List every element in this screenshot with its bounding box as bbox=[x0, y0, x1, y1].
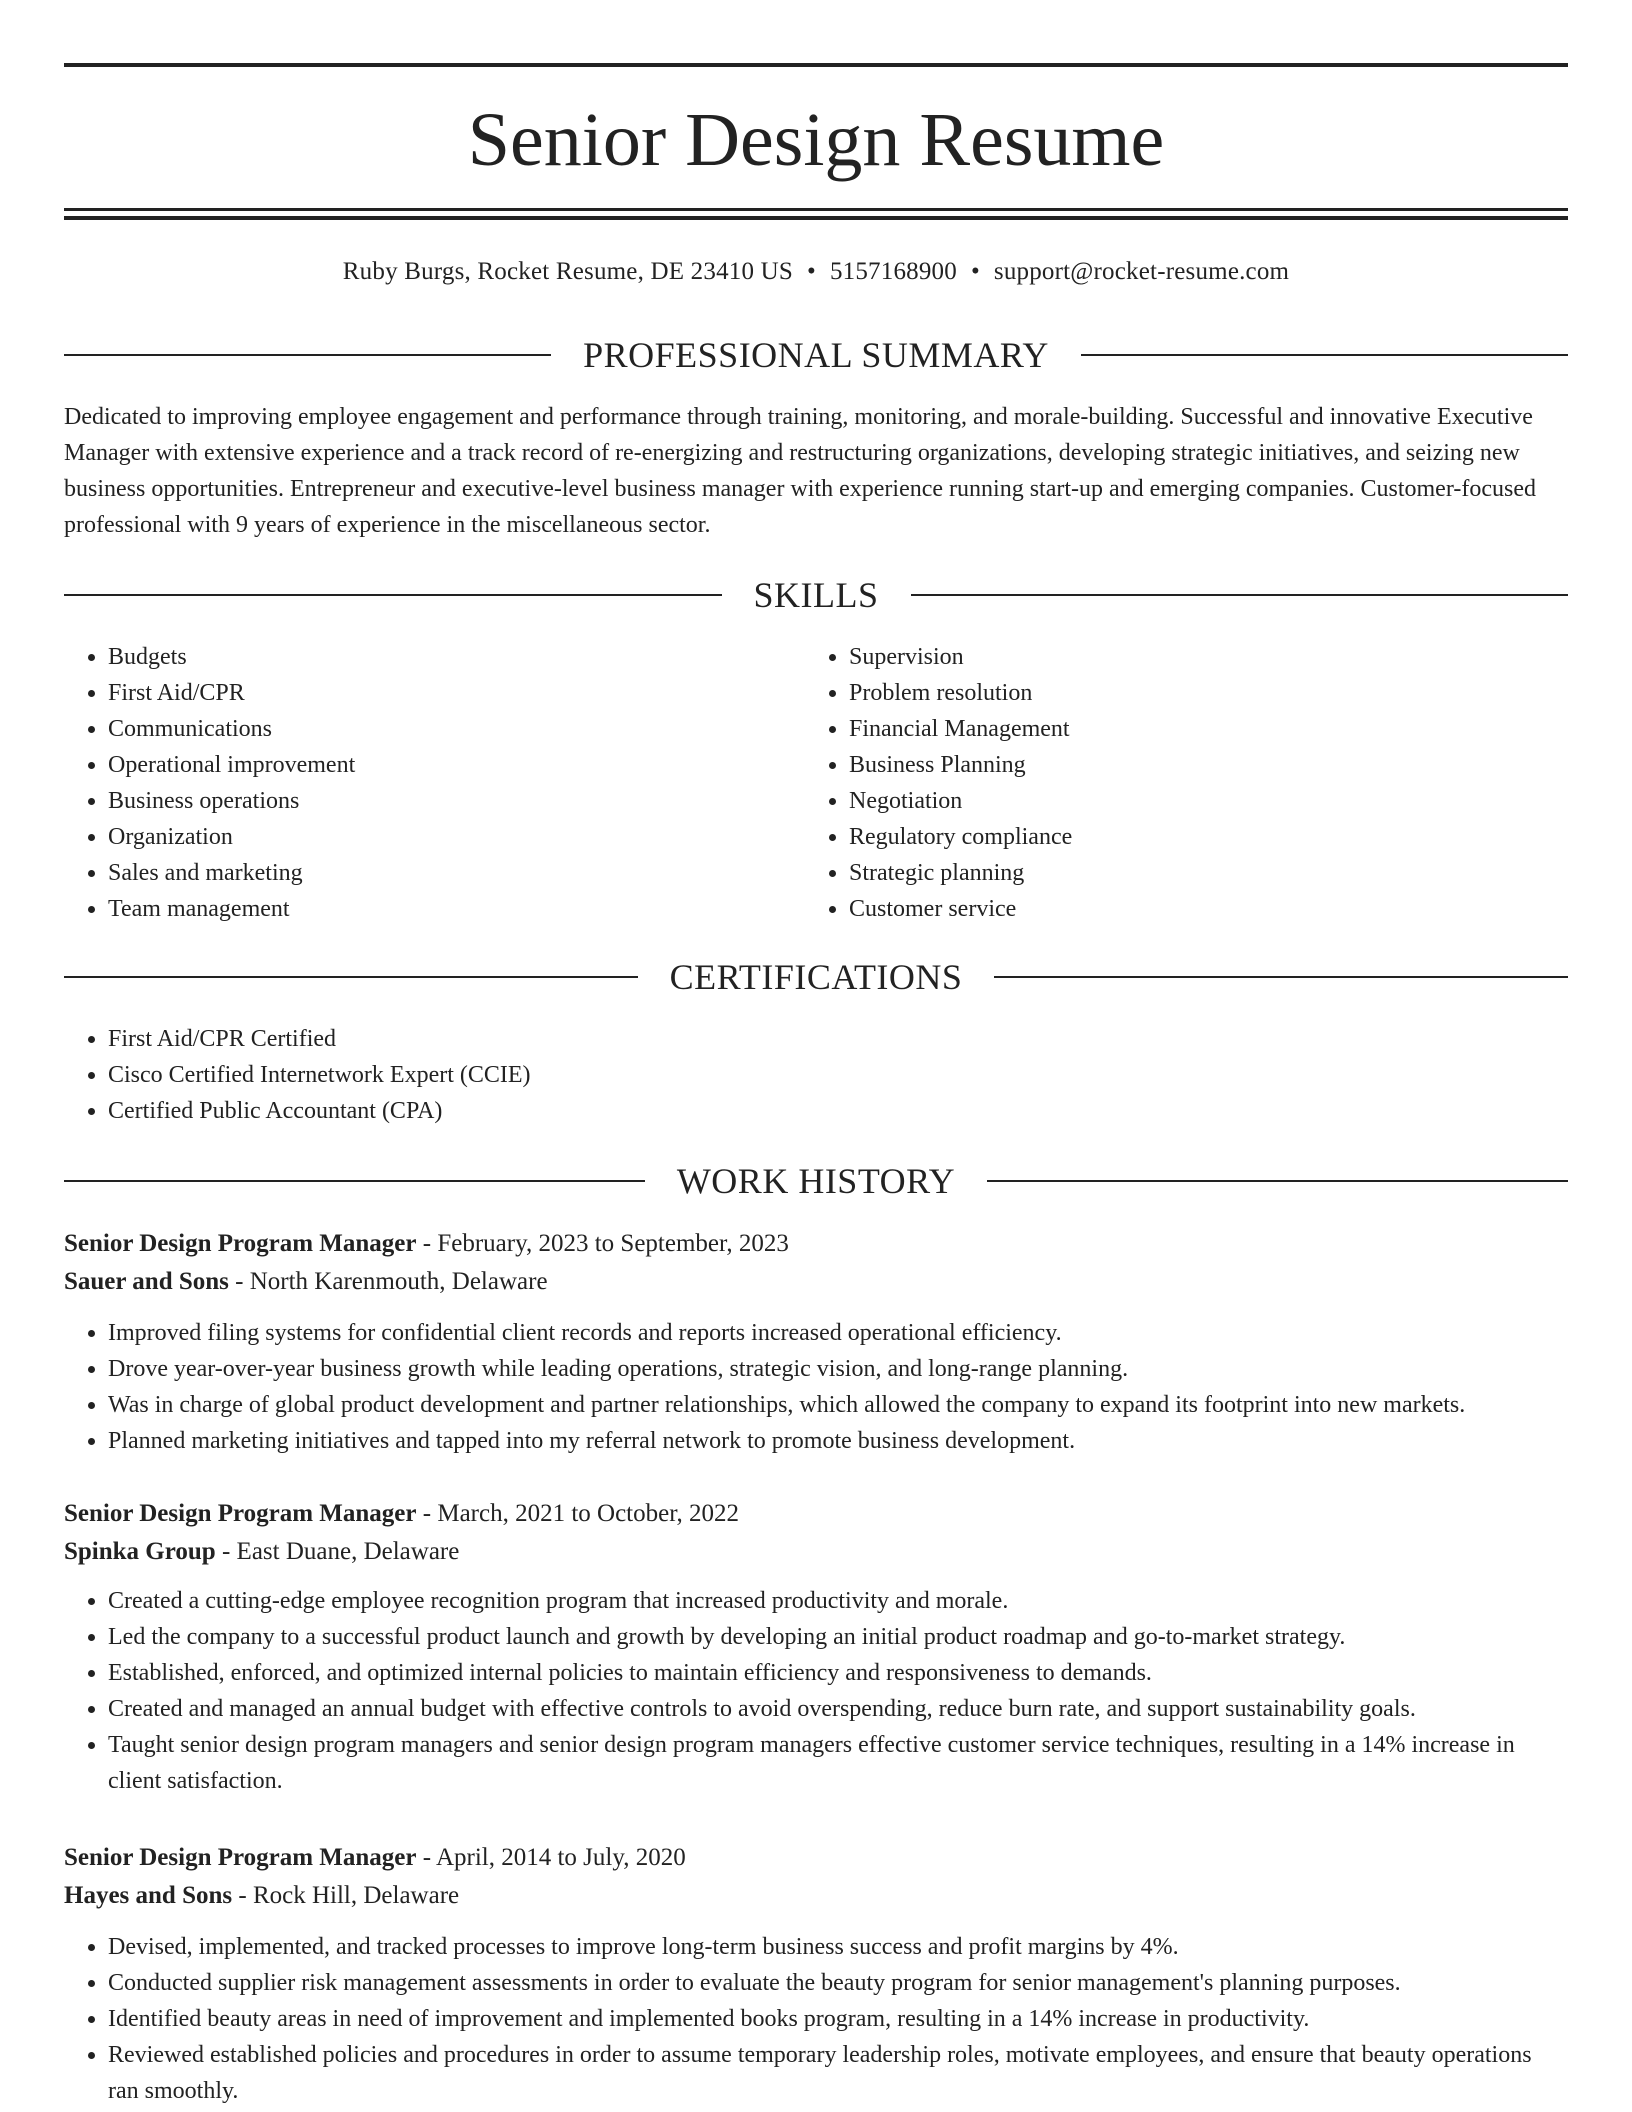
skills-column-right bbox=[805, 639, 1505, 927]
skill-item: • Team management bbox=[108, 891, 764, 927]
job-title-line bbox=[64, 1225, 1568, 1263]
contact-phone: 5157168900 bbox=[829, 258, 957, 285]
job-company-line bbox=[64, 1263, 1568, 1301]
skill-item: • Communications bbox=[108, 711, 764, 747]
job-title: Senior Design Program Manager bbox=[64, 1844, 417, 1871]
job-bullet: • Reviewed established policies and procedures in order to assume temporary leadership roles, motivate employees, and ensure that beauty operations ran smoothly. bbox=[108, 2037, 1568, 2109]
job-bullet: • Created and managed an annual budget with effective controls to avoid overspending, reduce burn rate, and support sustainability goals. bbox=[108, 1691, 1568, 1727]
job-bullet: • Identified beauty areas in need of improvement and implemented books program, resulting in a 14% increase in productivity. bbox=[108, 2001, 1568, 2037]
top-divider bbox=[64, 63, 1568, 67]
section-title: SKILLS bbox=[753, 575, 879, 615]
heading-rule-right bbox=[1081, 354, 1568, 356]
job-bullet: • Drove year-over-year business growth while leading operations, strategic vision, and long-range planning. bbox=[108, 1351, 1568, 1387]
job-dates: - March, 2021 to October, 2022 bbox=[416, 1500, 740, 1527]
section-heading-summary bbox=[64, 333, 1568, 377]
skill-item: • Supervision bbox=[849, 639, 1505, 675]
job-entry bbox=[64, 1839, 1568, 2109]
skill-item: • Financial Management bbox=[849, 711, 1505, 747]
skill-item: • Sales and marketing bbox=[108, 855, 764, 891]
heading-rule-right bbox=[987, 1180, 1568, 1182]
skill-item: • Strategic planning bbox=[849, 855, 1505, 891]
job-title: Senior Design Program Manager bbox=[64, 1500, 417, 1527]
skills-column-left bbox=[64, 639, 764, 927]
job-title-line bbox=[64, 1839, 1568, 1877]
job-company-line bbox=[64, 1877, 1568, 1915]
contact-address: Ruby Burgs, Rocket Resume, DE 23410 US bbox=[342, 258, 793, 285]
job-location: - Rock Hill, Delaware bbox=[232, 1882, 460, 1909]
contact-separator: • bbox=[970, 258, 980, 285]
heading-rule-right bbox=[911, 594, 1569, 596]
section-title: PROFESSIONAL SUMMARY bbox=[583, 335, 1049, 375]
certification-item: • Cisco Certified Internetwork Expert (CCIE) bbox=[108, 1057, 531, 1093]
job-bullet: • Established, enforced, and optimized internal policies to maintain efficiency and responsiveness to demands. bbox=[108, 1655, 1568, 1691]
job-bullet: • Led the company to a successful product launch and growth by developing an initial product roadmap and go-to-market strategy. bbox=[108, 1619, 1568, 1655]
job-bullet: • Created a cutting-edge employee recognition program that increased productivity and morale. bbox=[108, 1583, 1568, 1619]
skill-item: • Customer service bbox=[849, 891, 1505, 927]
job-location: - East Duane, Delaware bbox=[215, 1538, 460, 1565]
job-bullets bbox=[64, 1583, 1568, 1799]
job-bullet: • Improved filing systems for confidential client records and reports increased operational efficiency. bbox=[108, 1315, 1568, 1351]
heading-rule-left bbox=[64, 594, 722, 596]
skill-item: • Budgets bbox=[108, 639, 764, 675]
skill-item: • Problem resolution bbox=[849, 675, 1505, 711]
section-heading-certifications bbox=[64, 955, 1568, 999]
job-bullet: • Was in charge of global product development and partner relationships, which allowed the company to expand its footprint into new markets. bbox=[108, 1387, 1568, 1423]
job-company-line bbox=[64, 1533, 1568, 1571]
job-bullets bbox=[64, 1315, 1568, 1459]
job-title-line bbox=[64, 1495, 1568, 1533]
job-bullet: • Taught senior design program managers and senior design program managers effective customer service techniques, resulting in a 14% increase in client satisfaction. bbox=[108, 1727, 1568, 1799]
contact-line bbox=[64, 254, 1568, 290]
skill-item: • First Aid/CPR bbox=[108, 675, 764, 711]
skill-item: • Business Planning bbox=[849, 747, 1505, 783]
section-heading-skills bbox=[64, 573, 1568, 617]
certifications-block bbox=[64, 1021, 531, 1129]
job-bullet: • Devised, implemented, and tracked processes to improve long-term business success and profit margins by 4%. bbox=[108, 1929, 1568, 1965]
summary-text: Dedicated to improving employee engagement and performance through training, monitoring, and morale-building. Successful and innovative Executive Manager with extensive experience and a track record of re-energizing and restructuring organizations, developing strategic initiatives, and seizing new business opportunities. Entrepreneur and executive-level business manager with experience running start-up and emerging companies. Customer-focused professional with 9 years of experience in the miscellaneous sector. bbox=[64, 404, 1536, 538]
heading-rule-left bbox=[64, 354, 551, 356]
certification-item: • Certified Public Accountant (CPA) bbox=[108, 1093, 531, 1129]
skill-item: • Organization bbox=[108, 819, 764, 855]
job-company: Sauer and Sons bbox=[64, 1268, 229, 1295]
skills-list-left bbox=[64, 639, 764, 927]
certification-item: • First Aid/CPR Certified bbox=[108, 1021, 531, 1057]
job-location: - North Karenmouth, Delaware bbox=[228, 1268, 548, 1295]
resume-title: Senior Design Resume bbox=[467, 98, 1165, 182]
heading-rule-right bbox=[994, 976, 1568, 978]
title-divider-lower bbox=[64, 216, 1568, 220]
skills-list-right bbox=[805, 639, 1505, 927]
contact-email: support@rocket-resume.com bbox=[993, 258, 1290, 285]
heading-rule-left bbox=[64, 1180, 645, 1182]
title-divider-upper bbox=[64, 208, 1568, 211]
contact-separator: • bbox=[807, 258, 816, 285]
skill-item: • Operational improvement bbox=[108, 747, 764, 783]
section-heading-work-history bbox=[64, 1159, 1568, 1203]
job-entry bbox=[64, 1225, 1568, 1459]
job-company: Spinka Group bbox=[64, 1538, 216, 1565]
job-entry bbox=[64, 1495, 1568, 1799]
job-title: Senior Design Program Manager bbox=[64, 1230, 417, 1257]
job-company: Hayes and Sons bbox=[64, 1882, 233, 1909]
job-bullets bbox=[64, 1929, 1568, 2109]
certifications-list bbox=[64, 1021, 531, 1129]
section-title: CERTIFICATIONS bbox=[669, 957, 963, 997]
heading-rule-left bbox=[64, 976, 638, 978]
section-title: WORK HISTORY bbox=[676, 1161, 956, 1201]
job-bullet: • Conducted supplier risk management assessments in order to evaluate the beauty program for senior management's planning purposes. bbox=[108, 1965, 1568, 2001]
job-dates: - April, 2014 to July, 2020 bbox=[416, 1844, 686, 1871]
skill-item: • Business operations bbox=[108, 783, 764, 819]
job-bullet: • Planned marketing initiatives and tapped into my referral network to promote business development. bbox=[108, 1423, 1568, 1459]
skill-item: • Negotiation bbox=[849, 783, 1505, 819]
job-dates: - February, 2023 to September, 2023 bbox=[416, 1230, 789, 1257]
skill-item: • Regulatory compliance bbox=[849, 819, 1505, 855]
